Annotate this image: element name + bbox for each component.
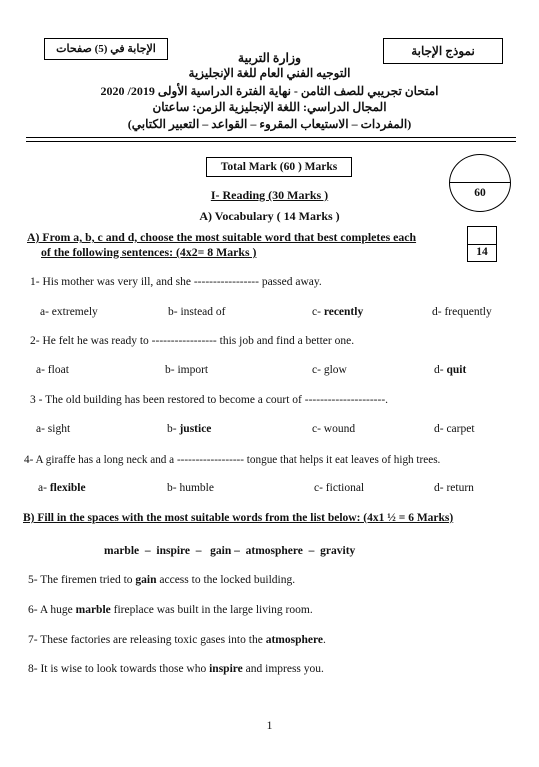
answer-8: 8- It is wise to look towards those who inspire and impress you.: [28, 663, 324, 675]
total-mark-box: Total Mark (60 ) Marks: [206, 157, 352, 177]
sections-line: (المفردات – الاستيعاب المقروء – القواعد – التعبير الكتابي): [127, 117, 412, 131]
question-3-option-d: d- carpet: [434, 423, 475, 435]
section-a-line-2: of the following sentences: (4x2= 8 Marks ): [41, 245, 257, 259]
field-line: المجال الدراسي: اللغة الإنجليزية الزمن: ساعتان: [152, 100, 387, 114]
question-2-answer: quit: [446, 364, 467, 376]
question-2-option-c-word: glow: [323, 364, 347, 376]
question-3-option-b: b- justice: [167, 423, 212, 435]
section-a-instruction: [27, 230, 416, 260]
answer-7-word: atmosphere: [265, 634, 323, 646]
question-4-text: 4- A giraffe has a long neck and a ------------------ tongue that helps it eat leaves of high trees.: [24, 454, 441, 466]
question-1-option-d: d- frequently: [432, 306, 492, 318]
page-number: 1: [266, 718, 273, 732]
question-1-option-b: b- instead of: [168, 306, 226, 318]
question-1-option-c: c- recently: [312, 306, 364, 318]
section-a-score-box: [467, 226, 497, 262]
header-rule-bottom: [26, 141, 516, 142]
answer-7: 7- These factories are releasing toxic gases into the atmosphere.: [28, 634, 326, 646]
question-4-answer: flexible: [49, 482, 86, 494]
ministry-title: وزارة التربية: [237, 51, 302, 65]
question-1-option-a: a- extremely: [40, 306, 98, 318]
total-score-circle: [449, 154, 511, 212]
answer-8-word: inspire: [209, 663, 243, 675]
question-1-text: 1- His mother was very ill, and she ----------------- passed away.: [30, 276, 322, 288]
vocabulary-title: A) Vocabulary ( 14 Marks ): [199, 209, 340, 223]
answer-5: 5- The firemen tried to gain access to the locked building.: [28, 574, 296, 586]
section-a-score-value: 14: [476, 246, 488, 258]
answer-6: 6- A huge marble fireplace was built in the large living room.: [28, 604, 313, 616]
department-title: التوجيه الفني العام للغة الإنجليزية: [188, 66, 351, 80]
score-box-divider: [468, 244, 496, 245]
question-3-option-a: a- sight: [36, 423, 71, 435]
question-4-option-a: a- flexible: [38, 482, 86, 494]
question-2-text: 2- He felt he was ready to ----------------- this job and find a better one.: [30, 335, 355, 347]
question-2-option-d: d- quit: [434, 364, 467, 376]
answer-6-word: marble: [75, 604, 111, 616]
question-3-answer: justice: [179, 423, 212, 435]
question-4-option-c: c- fictional: [314, 482, 365, 494]
circle-divider: [450, 182, 510, 183]
question-4-option-d: d- return: [434, 482, 474, 494]
question-3-text: 3 - The old building has been restored to become a court of ---------------------.: [30, 394, 389, 406]
total-score-value: 60: [474, 187, 486, 199]
word-list: marble – inspire – gain – atmosphere – gravity: [104, 545, 356, 557]
question-3-option-c: c- wound: [312, 423, 356, 435]
reading-title: I- Reading (30 Marks ): [210, 188, 329, 202]
question-4-option-b: b- humble: [167, 482, 214, 494]
question-2-option-c: c- glow: [312, 364, 347, 376]
question-2-option-a: a- float: [36, 364, 69, 376]
header-rule-top: [26, 137, 516, 138]
pages-count-box: الإجابة في (5) صفحات: [44, 38, 168, 60]
exam-title: امتحان تجريبي للصف الثامن - نهاية الفترة الدراسية الأولى 2019/ 2020: [100, 84, 439, 98]
question-1-answer: recently: [323, 306, 364, 318]
answer-5-word: gain: [135, 574, 157, 586]
question-2-option-b: b- import: [165, 364, 209, 376]
section-a-line-1: A) From a, b, c and d, choose the most suitable word that best completes each: [27, 230, 417, 244]
section-b-instruction: B) Fill in the spaces with the most suitable words from the list below: (4x1 ½ = 6 Marks): [23, 512, 454, 524]
answer-key-box: نموذج الإجابة: [383, 38, 503, 64]
